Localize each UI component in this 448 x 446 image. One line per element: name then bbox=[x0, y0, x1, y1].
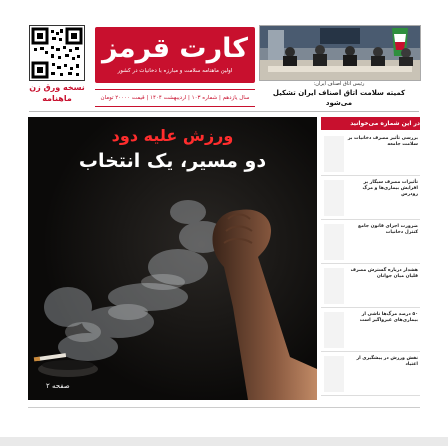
qr-caption: نسخه ورق زن ماهنامه bbox=[29, 83, 85, 103]
page-number[interactable]: صفحه ۲ bbox=[46, 382, 70, 390]
meeting-photo[interactable] bbox=[259, 25, 421, 81]
list-item[interactable] bbox=[321, 308, 420, 352]
logo[interactable]: کارت قرمز bbox=[102, 33, 248, 64]
logo-subtitle: اولین ماهنامه سلامت و مبارزه با دخانیات در کشور bbox=[117, 68, 233, 74]
item-title[interactable]: بررسی تأثیر مصرف دخانیات بر سلامت جامعه bbox=[347, 136, 418, 148]
top-story[interactable] bbox=[259, 25, 419, 105]
qr-code[interactable] bbox=[29, 25, 85, 81]
item-title[interactable]: هشدار درباره گسترش مصرف قلیان میان جوانان bbox=[350, 268, 418, 280]
item-thumbnail bbox=[324, 268, 344, 304]
contents-sidebar bbox=[321, 117, 420, 400]
item-thumbnail bbox=[324, 136, 344, 172]
item-title[interactable]: تأثیرات مصرف سیگار بر افزایش بیماری‌ها و مرگ زودرس bbox=[362, 180, 418, 198]
item-divider bbox=[321, 395, 420, 396]
item-title[interactable]: ۵۰ درصد مرگ‌ها ناشی از بیماری‌های غیرواگیر است bbox=[359, 312, 418, 324]
qr-code-block[interactable] bbox=[29, 25, 85, 107]
top-story-kicker: رئیس اتاق اصناف ایران: bbox=[313, 81, 365, 87]
sidebar-heading: در این شماره می‌خوانید bbox=[321, 117, 420, 130]
item-thumbnail bbox=[324, 312, 344, 348]
cover-kicker: ورزش علیه دود bbox=[111, 126, 234, 145]
viewer-footer-strip bbox=[0, 437, 448, 446]
cover-image[interactable] bbox=[28, 117, 317, 400]
list-item[interactable] bbox=[321, 264, 420, 308]
item-title[interactable]: نقش ورزش در پیشگیری از اعتیاد bbox=[356, 356, 418, 368]
list-item[interactable] bbox=[321, 352, 420, 396]
cover-title[interactable]: دو مسیر، یک انتخاب bbox=[78, 150, 267, 172]
item-thumbnail bbox=[324, 356, 344, 392]
page-bottom-divider bbox=[28, 407, 420, 408]
list-item[interactable] bbox=[321, 176, 420, 220]
item-title[interactable]: ضرورت اجرای قانون جامع کنترل دخانیات bbox=[357, 224, 418, 236]
item-thumbnail bbox=[324, 180, 344, 216]
list-item[interactable] bbox=[321, 220, 420, 264]
issue-info: سال یازدهم | شماره ۱۰۳ | اردیبهشت ۱۴۰۴ | قیمت ۲۰۰۰۰ تومان bbox=[95, 89, 255, 107]
item-thumbnail bbox=[324, 224, 344, 260]
list-item[interactable] bbox=[321, 132, 420, 176]
header-divider bbox=[29, 111, 419, 112]
masthead bbox=[95, 27, 255, 107]
top-story-title[interactable]: کمیته سلامت اتاق اصناف ایران تشکیل می‌شود bbox=[272, 89, 406, 107]
